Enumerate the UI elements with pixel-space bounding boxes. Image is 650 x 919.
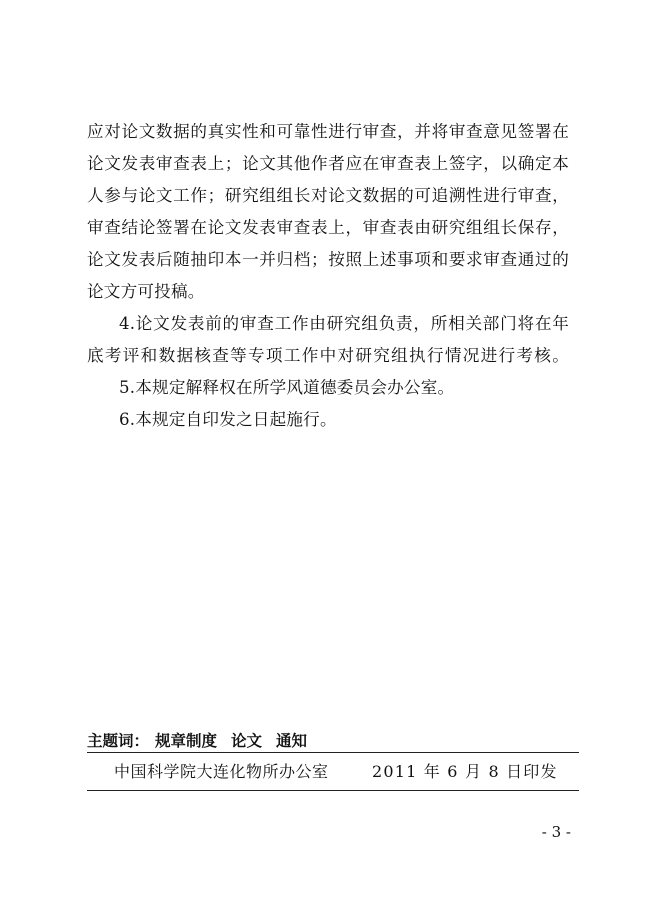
body-text xyxy=(87,116,569,436)
text-line: 人参与论文工作；研究组组长对论文数据的可追溯性进行审查， xyxy=(87,186,569,205)
text-line: 论文发表后随抽印本一并归档；按照上述事项和要求审查通过的 xyxy=(87,250,569,269)
text-line: 论文发表审查表上；论文其他作者应在审查表上签字，以确定本 xyxy=(87,154,569,173)
issue-date: 2011 年 6 月 8 日印发 xyxy=(372,762,558,781)
keyword: 论文 xyxy=(231,732,263,750)
page-number: - 3 - xyxy=(541,823,571,841)
text-line: 6.本规定自印发之日起施行。 xyxy=(119,410,337,429)
divider-rule xyxy=(87,752,579,753)
text-line: 4.论文发表前的审查工作由研究组负责，所相关部门将在年 xyxy=(119,314,569,333)
text-line: 5.本规定解释权在所学风道德委员会办公室。 xyxy=(119,378,455,397)
text-line: 底考评和数据核查等专项工作中对研究组执行情况进行考核。 xyxy=(87,346,569,365)
keywords-label: 主题词： xyxy=(87,732,150,750)
issuing-office: 中国科学院大连化物所办公室 xyxy=(114,762,329,781)
text-line: 应对论文数据的真实性和可靠性进行审查，并将审查意见签署在 xyxy=(87,122,569,141)
subject-keywords xyxy=(87,730,579,752)
issuer-row xyxy=(87,757,579,787)
text-line: 论文方可投稿。 xyxy=(87,282,205,301)
divider-rule xyxy=(87,790,579,791)
text-line: 审查结论签署在论文发表审查表上，审查表由研究组组长保存， xyxy=(87,218,569,237)
keyword: 通知 xyxy=(276,732,308,750)
keyword: 规章制度 xyxy=(155,732,218,750)
